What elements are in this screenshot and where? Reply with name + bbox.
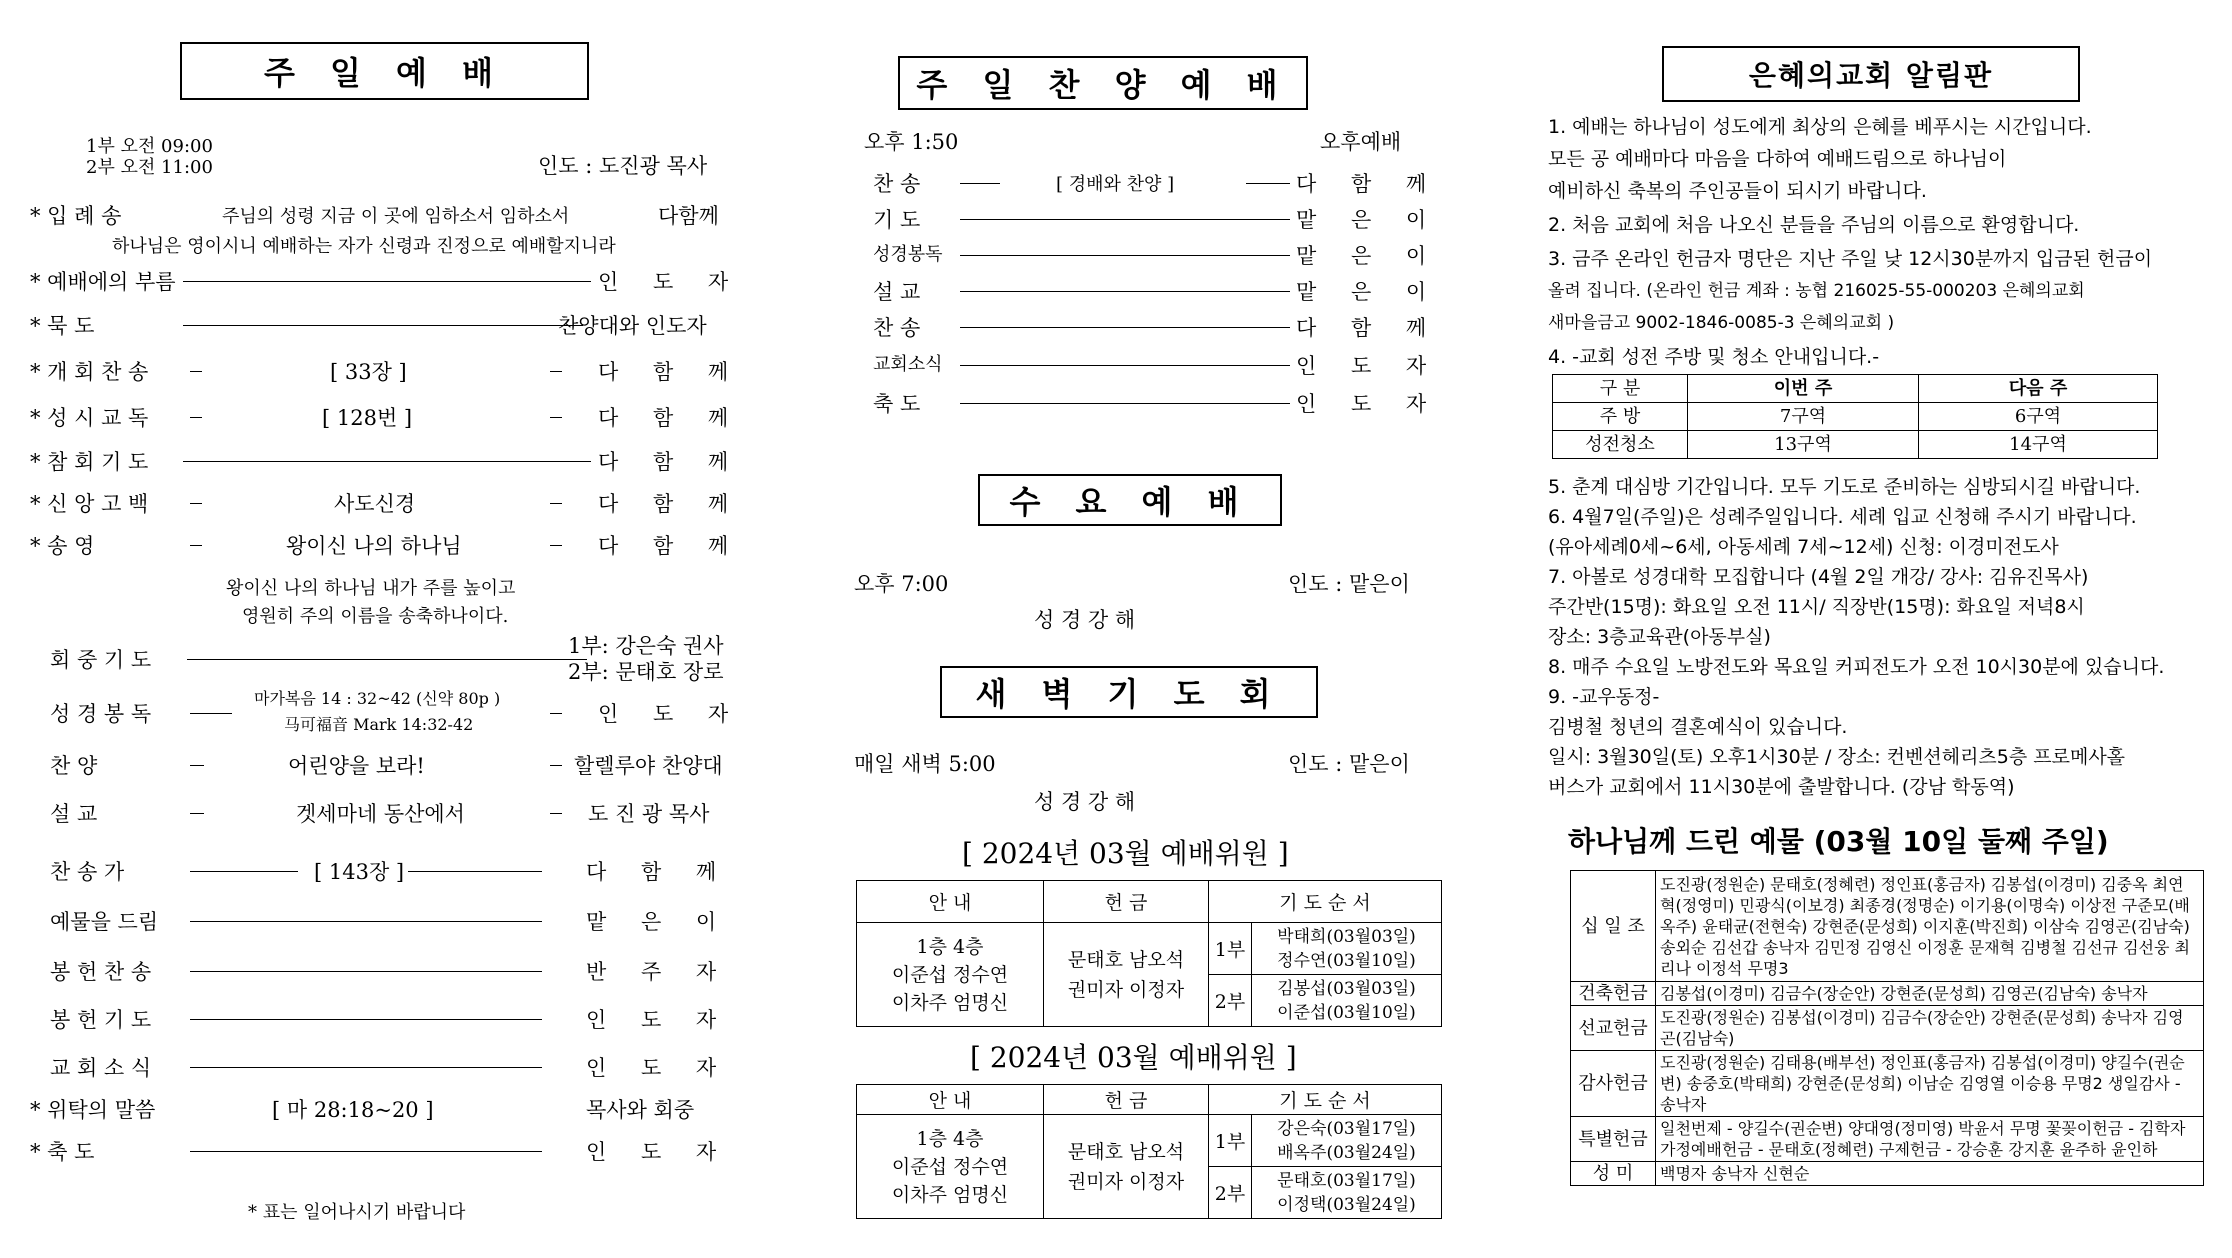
- order-performer: 맡 은 이: [1296, 280, 1441, 304]
- divider-line: [960, 255, 1290, 256]
- prayer-line: 강은숙(03월17일): [1277, 1118, 1416, 1139]
- clean-header: 다음 주: [1919, 375, 2158, 403]
- order-row-offering-prayer: [30, 1004, 731, 1034]
- dawn-prayer-title: 새 벽 기 도 회: [940, 666, 1318, 718]
- order-label: 성경봉독: [873, 244, 943, 265]
- offering-type: 선교헌금: [1571, 1006, 1656, 1051]
- guide-cell: [857, 1115, 1044, 1219]
- offering-row: [1571, 1117, 2204, 1162]
- order-row-hymn: [30, 356, 743, 386]
- service-time-1: 1부 오전 09:00: [86, 136, 213, 157]
- order-label: 축 도: [873, 392, 921, 416]
- order-performer: 다 함 께: [598, 360, 743, 384]
- notice-line: 6. 4월7일(주일)은 성례주일입니다. 세례 입교 신청해 주시기 바랍니다.: [1548, 506, 2137, 528]
- order-performer: 다 함 께: [598, 534, 743, 558]
- duty-title-1: [ 2024년 03월 예배위원 ]: [962, 837, 1289, 870]
- divider-line: [190, 417, 202, 418]
- divider-line: [550, 417, 562, 418]
- guide-line: 이준섭 정수연: [891, 1155, 1009, 1178]
- guide-cell: [857, 923, 1044, 1027]
- offering-row: [1571, 1051, 2204, 1117]
- order-label: * 위탁의 말씀: [30, 1098, 156, 1122]
- order-row-sermon: [30, 798, 720, 828]
- guide-line: 이차주 엄명신: [891, 1183, 1009, 1206]
- clean-cell: 성전청소: [1553, 431, 1688, 459]
- divider-line: [187, 659, 587, 660]
- header-guide: 안 내: [857, 881, 1044, 923]
- order-performer: 다 함 께: [586, 860, 731, 884]
- notice-line: 주간반(15명): 화요일 오전 11시/ 직장반(15명): 화요일 저녁8시: [1548, 596, 2085, 618]
- divider-line: [190, 971, 542, 972]
- notice-line: 4. -교회 성전 주방 및 청소 안내입니다.-: [1548, 346, 1880, 368]
- order-label: * 입 례 송: [30, 204, 122, 228]
- praise-time: 오후 1:50: [864, 130, 959, 154]
- cleaning-table: [1552, 374, 2158, 459]
- dawn-content: 성 경 강 해: [1034, 790, 1136, 814]
- clean-header: 이번 주: [1688, 375, 1919, 403]
- offering-type: 성 미: [1571, 1162, 1656, 1186]
- divider-line: [183, 325, 583, 326]
- prayer-cell: [1252, 975, 1442, 1027]
- order-performer: 맡 은 이: [586, 910, 731, 934]
- entrance-verse: 하나님은 영이시니 예배하는 자가 신령과 진정으로 예배할지니라: [112, 236, 616, 257]
- divider-line: [550, 503, 562, 504]
- notice-line: 2. 처음 교회에 처음 나오신 분들을 주님의 이름으로 환영합니다.: [1548, 214, 2080, 236]
- prayer-line: 문태호(03월17일): [1277, 1170, 1416, 1191]
- order-performer: 인 도 자: [1296, 392, 1441, 416]
- anthem-title: 어린양을 보라!: [288, 754, 425, 778]
- clean-cell: 13구역: [1688, 431, 1919, 459]
- order-row-offering-hymn: [30, 956, 731, 986]
- divider-line: [190, 1067, 542, 1068]
- divider-line: [960, 403, 1290, 404]
- prayer-leader-2: 2부: 문태호 장로: [568, 660, 724, 684]
- offering-type: 감사헌금: [1571, 1051, 1656, 1117]
- order-label: * 개 회 찬 송: [30, 360, 149, 384]
- order-row-repent: [30, 446, 743, 476]
- order-row-call: [30, 266, 743, 296]
- order-label: 설 교: [50, 802, 98, 826]
- afternoon-column: [848, 0, 1448, 1258]
- part-label: 2부: [1209, 975, 1252, 1027]
- notice-line: 새마을금고 9002-1846-0085-3 은혜의교회 ): [1548, 313, 1895, 333]
- order-performer: 인 도 자: [598, 702, 743, 726]
- divider-line: [960, 219, 1290, 220]
- divider-line: [190, 503, 202, 504]
- divider-line: [408, 871, 542, 872]
- clean-header: 구 분: [1553, 375, 1688, 403]
- service-leader: 인도 : 도진광 목사: [538, 154, 708, 178]
- divider-line: [190, 545, 202, 546]
- order-performer: 맡 은 이: [1296, 244, 1441, 268]
- order-content: [ 128번 ]: [322, 406, 413, 430]
- order-row-offering: [30, 906, 731, 936]
- order-label: 찬 송 가: [50, 860, 125, 884]
- order-row-doxology: [30, 530, 743, 560]
- divider-line: [550, 813, 562, 814]
- divider-line: [550, 713, 562, 714]
- order-performer: 인 도 자: [586, 1056, 731, 1080]
- divider-line: [960, 291, 1290, 292]
- prayer-line: 이정택(03월24일): [1277, 1194, 1416, 1215]
- order-label: 봉 헌 기 도: [50, 1008, 152, 1032]
- divider-line: [190, 921, 542, 922]
- prayer-cell: [1252, 923, 1442, 975]
- notice-line: 9. -교우동정-: [1548, 686, 1660, 708]
- offering-names: 도진광(정원순) 김봉섭(이경미) 김금수(장순안) 강현준(문성희) 송낙자 김영곤(김남숙): [1656, 1006, 2204, 1051]
- prayer-leader-1: 1부: 강은숙 권사: [568, 634, 724, 658]
- offering-names: 일천번제 - 양길수(권순변) 양대영(정미영) 박윤서 무명 꽃꽂이헌금 - 김학자 가정예배헌금 - 문태호(정혜련) 구제헌금 - 강승훈 강지훈 윤주하 윤인하: [1656, 1117, 2204, 1162]
- notice-line: 5. 춘계 대심방 기간입니다. 모두 기도로 준비하는 심방되시길 바랍니다.: [1548, 476, 2141, 498]
- dawn-time: 매일 새벽 5:00: [854, 752, 996, 776]
- offering-line: 문태호 남오석: [1067, 1140, 1185, 1163]
- divider-line: [550, 765, 562, 766]
- scripture-ref: 마가복음 14 : 32~42 (신약 80p ): [254, 689, 501, 708]
- notice-line: 김병철 청년의 결혼예식이 있습니다.: [1548, 716, 1848, 738]
- prayer-line: 박태희(03월03일): [1277, 926, 1416, 947]
- wednesday-service-title: 수 요 예 배: [978, 474, 1282, 526]
- offering-names: 김봉섭(이경미) 김금수(장순안) 강현준(문성희) 김영곤(김남숙) 송낙자: [1656, 982, 2204, 1006]
- notice-column: [1548, 0, 2218, 1258]
- offering-row: [1571, 1162, 2204, 1186]
- order-label: 성 경 봉 독: [50, 702, 152, 726]
- offering-list-title: 하나님께 드린 예물 (03월 10일 둘째 주일): [1568, 825, 2109, 858]
- guide-line: 이준섭 정수연: [891, 963, 1009, 986]
- notice-line: 올려 집니다. (온라인 헌금 계좌 : 농협 216025-55-000203 은혜의교회: [1548, 281, 2085, 301]
- preacher: 도 진 광 목사: [588, 802, 710, 826]
- order-label: 기 도: [873, 208, 921, 232]
- header-prayer: 기 도 순 서: [1209, 881, 1442, 923]
- divider-line: [190, 713, 232, 714]
- praise-row: [848, 388, 1441, 418]
- notice-line: 장소: 3층교육관(아동부실): [1548, 626, 1771, 648]
- duty-table-2: [856, 1084, 1442, 1219]
- order-label: 찬 송: [873, 172, 921, 196]
- header-offering: 헌 금: [1044, 1085, 1209, 1115]
- offering-names: 도진광(정원순) 김태용(배부선) 정인표(홍금자) 김봉섭(이경미) 양길수(권순변) 송중호(박태희) 강현준(문성희) 이남순 김영열 이승용 무명2 생일감사 - 송낙자: [1656, 1051, 2204, 1117]
- order-performer: 다 함 께: [1296, 316, 1441, 340]
- clean-cell: 주 방: [1553, 403, 1688, 431]
- wednesday-leader: 인도 : 맡은이: [1288, 572, 1410, 596]
- order-row-entrance: [30, 200, 720, 230]
- service-time-2: 2부 오전 11:00: [86, 157, 213, 178]
- wednesday-time: 오후 7:00: [854, 572, 949, 596]
- duty-title-2: [ 2024년 03월 예배위원 ]: [970, 1041, 1297, 1074]
- prayer-cell: [1252, 1167, 1442, 1219]
- divider-line: [190, 871, 298, 872]
- wednesday-content: 성 경 강 해: [1034, 608, 1136, 632]
- notice-line: 모든 공 예배마다 마음을 다하여 예배드림으로 하나님이: [1548, 148, 2007, 170]
- offering-table: [1570, 870, 2204, 1186]
- offering-type: 십 일 조: [1571, 871, 1656, 982]
- clean-cell: 7구역: [1688, 403, 1919, 431]
- order-performer: 인 도 자: [586, 1008, 731, 1032]
- divider-line: [190, 765, 204, 766]
- order-label: * 축 도: [30, 1140, 95, 1164]
- prayer-cell: [1252, 1115, 1442, 1167]
- divider-line: [550, 371, 562, 372]
- order-content: 주님의 성령 지금 이 곳에 임하소서 임하소서: [222, 206, 570, 227]
- order-performer: 맡 은 이: [1296, 208, 1441, 232]
- scripture-ref-chinese: 马可福音 Mark 14:32-42: [284, 715, 474, 734]
- offering-row: [1571, 871, 2204, 982]
- part-label: 1부: [1209, 923, 1252, 975]
- praise-service-title: 주 일 찬 양 예 배: [898, 56, 1308, 110]
- order-performer: 찬양대와 인도자: [558, 314, 707, 338]
- notice-line: 7. 아볼로 성경대학 모집합니다 (4월 2일 개강/ 강사: 김유진목사): [1548, 566, 2089, 588]
- order-content: [ 143장 ]: [314, 860, 405, 884]
- order-performer: 다함께: [658, 204, 719, 228]
- offering-names: 도진광(정원순) 문태호(정혜련) 정인표(홍금자) 김봉섭(이경미) 김중옥 최연혁(정영미) 민광식(이보경) 최종경(정명순) 이기용(이명숙) 이상전 구준모(배옥주) 윤태균(전현숙) 강현준(문성희) 이지훈(박진희) 이삼숙 김영곤(김남숙) 송외순 김선갑 송낙자 김민정 김영신 이정훈 문재혁 김병철 김선규 김선웅 최리나 이정석 무명3: [1656, 871, 2204, 982]
- sermon-title: 겟세마네 동산에서: [296, 802, 465, 826]
- offering-cell: [1044, 923, 1209, 1027]
- order-content: [ 경배와 찬양 ]: [1056, 174, 1175, 195]
- clean-cell: 14구역: [1919, 431, 2158, 459]
- order-performer: 목사와 회중: [586, 1098, 695, 1122]
- order-label: 회 중 기 도: [50, 648, 152, 672]
- divider-line: [190, 1019, 542, 1020]
- offering-row: [1571, 1006, 2204, 1051]
- offering-row: [1571, 982, 2204, 1006]
- guide-line: 이차주 엄명신: [891, 991, 1009, 1014]
- order-row-closing-hymn: [30, 856, 731, 886]
- header-guide: 안 내: [857, 1085, 1044, 1115]
- praise-row: [848, 312, 1441, 342]
- order-label: 봉 헌 찬 송: [50, 960, 152, 984]
- notice-line: 3. 금주 온라인 헌금자 명단은 지난 주일 낮 12시30분까지 입금된 헌금이: [1548, 248, 2153, 270]
- order-performer: 다 함 께: [598, 406, 743, 430]
- praise-type: 오후예배: [1320, 130, 1402, 154]
- notice-line: 1. 예배는 하나님이 성도에게 최상의 은혜를 베푸시는 시간입니다.: [1548, 116, 2092, 138]
- notice-line: (유아세례0세~6세, 아동세례 7세~12세) 신청: 이경미전도사: [1548, 536, 2059, 558]
- prayer-line: 배옥주(03월24일): [1277, 1142, 1416, 1163]
- order-label: * 신 앙 고 백: [30, 492, 149, 516]
- divider-line: [190, 813, 204, 814]
- order-row-silent: [30, 310, 720, 340]
- divider-line: [550, 545, 562, 546]
- order-label: * 묵 도: [30, 314, 95, 338]
- praise-row: [848, 240, 1441, 270]
- stand-footnote: * 표는 일어나시기 바랍니다: [248, 1202, 466, 1223]
- order-content: [ 33장 ]: [330, 360, 407, 384]
- order-performer: 인 도 자: [598, 270, 743, 294]
- offering-cell: [1044, 1115, 1209, 1219]
- order-row-news: [30, 1052, 731, 1082]
- notice-line: 버스가 교회에서 11시30분에 출발합니다. (강남 학동역): [1548, 776, 2015, 798]
- notice-line: 8. 매주 수요일 노방전도와 목요일 커피전도가 오전 10시30분에 있습니다.: [1548, 656, 2165, 678]
- order-performer: 할렐루야 찬양대: [574, 754, 723, 778]
- order-row-psalm: [30, 402, 743, 432]
- duty-table-1: [856, 880, 1442, 1027]
- notice-line: 예비하신 축복의 주인공들이 되시기 바랍니다.: [1548, 180, 1927, 202]
- order-row-reading: [30, 689, 743, 748]
- divider-line: [1246, 183, 1290, 184]
- divider-line: [190, 371, 202, 372]
- order-label: 설 교: [873, 280, 921, 304]
- commission-verse: [ 마 28:18~20 ]: [272, 1098, 434, 1122]
- notice-board-title: 은혜의교회 알림판: [1662, 46, 2080, 102]
- order-row-commission: [30, 1094, 720, 1124]
- order-content: 왕이신 나의 하나님: [286, 534, 462, 558]
- sunday-service-column: [30, 0, 743, 1258]
- order-performer: 인 도 자: [586, 1140, 731, 1164]
- divider-line: [960, 365, 1290, 366]
- divider-line: [183, 461, 591, 462]
- offering-type: 건축헌금: [1571, 982, 1656, 1006]
- order-content: 사도신경: [334, 492, 416, 516]
- part-label: 2부: [1209, 1167, 1252, 1219]
- prayer-line: 김봉섭(03월03일): [1277, 978, 1416, 999]
- dawn-leader: 인도 : 맡은이: [1288, 752, 1410, 776]
- order-label: 찬 양: [50, 754, 98, 778]
- header-offering: 헌 금: [1044, 881, 1209, 923]
- praise-row: [848, 204, 1441, 234]
- order-performer: 반 주 자: [586, 960, 731, 984]
- sunday-service-title: 주 일 예 배: [180, 42, 589, 100]
- doxology-lyrics-1: 왕이신 나의 하나님 내가 주를 높이고: [226, 578, 516, 599]
- order-row-choir: [30, 750, 723, 780]
- praise-row: [848, 350, 1441, 380]
- part-label: 1부: [1209, 1115, 1252, 1167]
- offering-line: 권미자 이정자: [1067, 1170, 1185, 1193]
- order-label: * 참 회 기 도: [30, 450, 149, 474]
- praise-row: [848, 168, 1441, 198]
- order-performer: 다 함 께: [598, 450, 743, 474]
- notice-line: 일시: 3월30일(토) 오후1시30분 / 장소: 컨벤션헤리츠5층 프로메사홀: [1548, 746, 2126, 768]
- doxology-lyrics-2: 영원히 주의 이름을 송축하나이다.: [242, 606, 509, 627]
- offering-line: 문태호 남오석: [1067, 948, 1185, 971]
- praise-row: [848, 276, 1441, 306]
- order-label: 예물을 드림: [50, 910, 159, 934]
- order-label: 교회소식: [873, 354, 943, 375]
- guide-line: 1층 4층: [916, 935, 984, 958]
- divider-line: [183, 281, 591, 282]
- header-prayer: 기 도 순 서: [1209, 1085, 1442, 1115]
- order-row-creed: [30, 488, 743, 518]
- prayer-line: 정수연(03월10일): [1277, 950, 1416, 971]
- offering-names: 백명자 송낙자 신현순: [1656, 1162, 2204, 1186]
- order-performer: 다 함 께: [1296, 172, 1441, 196]
- offering-line: 권미자 이정자: [1067, 978, 1185, 1001]
- order-label: * 예배에의 부름: [30, 270, 176, 294]
- prayer-line: 이준섭(03월10일): [1277, 1002, 1416, 1023]
- divider-line: [960, 183, 1000, 184]
- order-label: 찬 송: [873, 316, 921, 340]
- order-row-benediction: [30, 1136, 731, 1166]
- divider-line: [190, 1151, 542, 1152]
- clean-cell: 6구역: [1919, 403, 2158, 431]
- order-label: * 성 시 교 독: [30, 406, 149, 430]
- order-performer: 다 함 께: [598, 492, 743, 516]
- order-performer: 인 도 자: [1296, 354, 1441, 378]
- order-label: 교 회 소 식: [50, 1056, 152, 1080]
- order-label: * 송 영: [30, 534, 95, 558]
- guide-line: 1층 4층: [916, 1127, 984, 1150]
- offering-type: 특별헌금: [1571, 1117, 1656, 1162]
- divider-line: [960, 327, 1290, 328]
